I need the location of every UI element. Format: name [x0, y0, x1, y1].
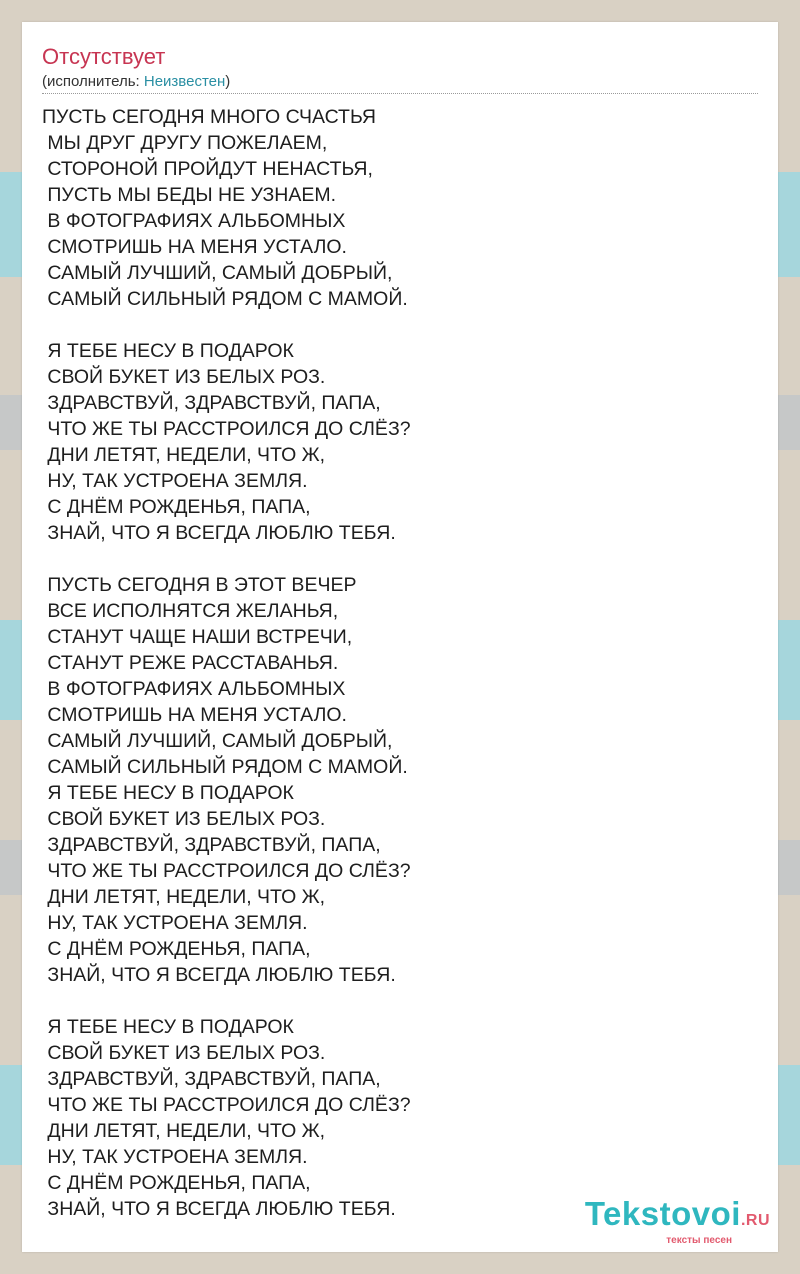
lyric-line: САМЫЙ СИЛЬНЫЙ РЯДОМ С МАМОЙ. [42, 288, 408, 310]
lyric-line: С ДНЁМ РОЖДЕНЬЯ, ПАПА, [42, 496, 311, 518]
lyric-line: С ДНЁМ РОЖДЕНЬЯ, ПАПА, [42, 938, 311, 960]
song-title: Отсутствует [42, 44, 166, 69]
lyric-line: ДНИ ЛЕТЯТ, НЕДЕЛИ, ЧТО Ж, [42, 886, 326, 908]
artist-prefix: (исполнитель: [42, 73, 144, 90]
site-logo[interactable] [585, 1197, 770, 1246]
lyric-line: ЧТО ЖЕ ТЫ РАССТРОИЛСЯ ДО СЛЁЗ? [42, 418, 411, 440]
lyric-line: САМЫЙ ЛУЧШИЙ, САМЫЙ ДОБРЫЙ, [42, 262, 393, 284]
lyric-line: ПУСТЬ СЕГОДНЯ В ЭТОТ ВЕЧЕР [42, 574, 357, 596]
lyric-line: ВСЕ ИСПОЛНЯТСЯ ЖЕЛАНЬЯ, [42, 600, 339, 622]
lyric-line: НУ, ТАК УСТРОЕНА ЗЕМЛЯ. [42, 912, 308, 934]
lyric-line: САМЫЙ СИЛЬНЫЙ РЯДОМ С МАМОЙ. [42, 756, 408, 778]
title-divider [42, 93, 758, 94]
lyric-line: СВОЙ БУКЕТ ИЗ БЕЛЫХ РОЗ. [42, 1042, 326, 1064]
lyric-line: В ФОТОГРАФИЯХ АЛЬБОМНЫХ [42, 210, 346, 232]
artist-link[interactable]: Неизвестен [143, 73, 226, 90]
lyric-line: ЗНАЙ, ЧТО Я ВСЕГДА ЛЮБЛЮ ТЕБЯ. [42, 1198, 396, 1220]
lyrics-text [42, 104, 411, 1222]
lyric-line: СВОЙ БУКЕТ ИЗ БЕЛЫХ РОЗ. [42, 366, 326, 388]
lyric-line: ДНИ ЛЕТЯТ, НЕДЕЛИ, ЧТО Ж, [42, 1120, 326, 1142]
lyrics-card [22, 22, 778, 1252]
lyric-line: ДНИ ЛЕТЯТ, НЕДЕЛИ, ЧТО Ж, [42, 444, 326, 466]
stanza-gap [42, 546, 411, 572]
artist-line [42, 73, 230, 91]
lyric-line: СТОРОНОЙ ПРОЙДУТ НЕНАСТЬЯ, [42, 158, 373, 180]
lyric-line: МЫ ДРУГ ДРУГУ ПОЖЕЛАЕМ, [42, 132, 328, 154]
lyric-line: СТАНУТ ЧАЩЕ НАШИ ВСТРЕЧИ, [42, 626, 353, 648]
stanza-gap [42, 988, 411, 1014]
lyric-line: ЗДРАВСТВУЙ, ЗДРАВСТВУЙ, ПАПА, [42, 834, 381, 856]
lyric-line: НУ, ТАК УСТРОЕНА ЗЕМЛЯ. [42, 1146, 308, 1168]
lyric-line: НУ, ТАК УСТРОЕНА ЗЕМЛЯ. [42, 470, 308, 492]
artist-suffix: ) [225, 73, 231, 90]
lyric-line: САМЫЙ ЛУЧШИЙ, САМЫЙ ДОБРЫЙ, [42, 730, 393, 752]
lyric-line: Я ТЕБЕ НЕСУ В ПОДАРОК [42, 782, 294, 804]
stanza-gap [42, 312, 411, 338]
lyric-line: СВОЙ БУКЕТ ИЗ БЕЛЫХ РОЗ. [42, 808, 326, 830]
lyric-line: ПУСТЬ МЫ БЕДЫ НЕ УЗНАЕМ. [42, 184, 336, 206]
lyric-line: СМОТРИШЬ НА МЕНЯ УСТАЛО. [42, 236, 347, 258]
lyric-line: Я ТЕБЕ НЕСУ В ПОДАРОК [42, 340, 294, 362]
logo-tagline: тексты песен [666, 1235, 732, 1246]
lyric-line: ЗДРАВСТВУЙ, ЗДРАВСТВУЙ, ПАПА, [42, 1068, 381, 1090]
lyric-line: В ФОТОГРАФИЯХ АЛЬБОМНЫХ [42, 678, 346, 700]
logo-tld: .RU [740, 1212, 770, 1229]
lyric-line: СТАНУТ РЕЖЕ РАССТАВАНЬЯ. [42, 652, 339, 674]
lyric-line: ЗДРАВСТВУЙ, ЗДРАВСТВУЙ, ПАПА, [42, 392, 381, 414]
logo-wordmark: Tekstovoi [584, 1195, 741, 1232]
lyric-line: ЗНАЙ, ЧТО Я ВСЕГДА ЛЮБЛЮ ТЕБЯ. [42, 964, 396, 986]
lyric-line: ЧТО ЖЕ ТЫ РАССТРОИЛСЯ ДО СЛЁЗ? [42, 1094, 411, 1116]
lyric-line: ПУСТЬ СЕГОДНЯ МНОГО СЧАСТЬЯ [42, 106, 376, 128]
lyric-line: ЗНАЙ, ЧТО Я ВСЕГДА ЛЮБЛЮ ТЕБЯ. [42, 522, 396, 544]
lyric-line: ЧТО ЖЕ ТЫ РАССТРОИЛСЯ ДО СЛЁЗ? [42, 860, 411, 882]
lyric-line: СМОТРИШЬ НА МЕНЯ УСТАЛО. [42, 704, 347, 726]
lyric-line: С ДНЁМ РОЖДЕНЬЯ, ПАПА, [42, 1172, 311, 1194]
lyric-line: Я ТЕБЕ НЕСУ В ПОДАРОК [42, 1016, 294, 1038]
